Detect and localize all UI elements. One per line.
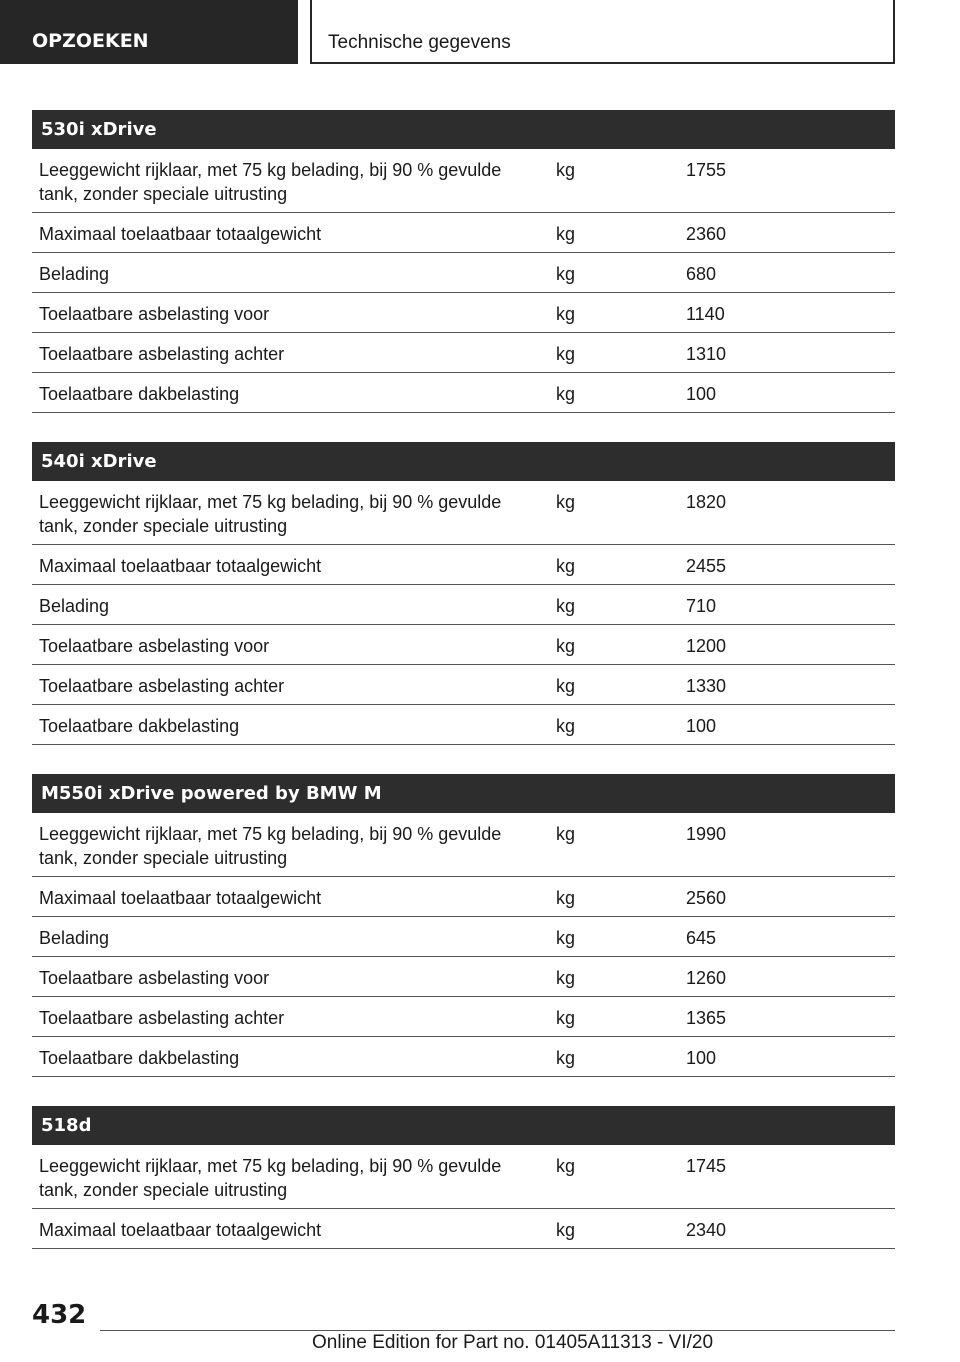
spec-table-m550i (32, 774, 895, 1077)
row-label: Leeggewicht rijklaar, met 75 kg belading, bij 90 % gevulde tank, zonder speciale uitrusting (39, 492, 502, 536)
table-row (32, 997, 895, 1037)
row-unit: kg (556, 1220, 576, 1240)
row-unit: kg (556, 492, 576, 512)
row-label: Leeggewicht rijklaar, met 75 kg belading, bij 90 % gevulde tank, zonder speciale uitrusting (39, 824, 502, 868)
table-row (32, 149, 895, 213)
row-unit: kg (556, 824, 576, 844)
row-unit: kg (556, 556, 576, 576)
spec-table-540i (32, 442, 895, 745)
row-unit: kg (556, 968, 576, 988)
row-label: Belading (39, 264, 110, 284)
row-value: 1330 (686, 676, 727, 696)
row-label: Toelaatbare dakbelasting (39, 716, 240, 736)
table-row (32, 665, 895, 705)
row-unit: kg (556, 160, 576, 180)
row-value: 1140 (686, 304, 725, 324)
row-label: Toelaatbare asbelasting achter (39, 344, 285, 364)
table-row (32, 813, 895, 877)
row-value: 1820 (686, 492, 727, 512)
table-row (32, 877, 895, 917)
row-unit: kg (556, 636, 576, 656)
table-row (32, 1209, 895, 1249)
row-label: Maximaal toelaatbaar totaalgewicht (39, 224, 322, 244)
row-value: 1260 (686, 968, 727, 988)
page-title: Technische gegevens (328, 32, 511, 53)
row-value: 1200 (686, 636, 727, 656)
row-value: 645 (686, 928, 717, 948)
table-row (32, 625, 895, 665)
table-row (32, 213, 895, 253)
table-row (32, 1145, 895, 1209)
row-label: Toelaatbare dakbelasting (39, 384, 240, 404)
spec-table-530i (32, 110, 895, 413)
table-row (32, 957, 895, 997)
table-title: 518d (32, 1106, 895, 1145)
row-value: 1755 (686, 160, 727, 180)
table-row (32, 293, 895, 333)
table-row (32, 585, 895, 625)
table-title: 540i xDrive (32, 442, 895, 481)
table-title: M550i xDrive powered by BMW M (32, 774, 895, 813)
table-row (32, 1037, 895, 1077)
footer-divider (100, 1330, 895, 1331)
row-unit: kg (556, 384, 576, 404)
table-title: 530i xDrive (32, 110, 895, 149)
row-label: Toelaatbare asbelasting achter (39, 1008, 285, 1028)
spec-table-518d (32, 1106, 895, 1249)
row-label: Leeggewicht rijklaar, met 75 kg belading, bij 90 % gevulde tank, zonder speciale uitrusting (39, 1156, 502, 1200)
row-unit: kg (556, 1156, 576, 1176)
row-unit: kg (556, 676, 576, 696)
row-label: Toelaatbare asbelasting voor (39, 636, 270, 656)
row-value: 2560 (686, 888, 727, 908)
row-unit: kg (556, 264, 576, 284)
row-unit: kg (556, 344, 576, 364)
table-row (32, 253, 895, 293)
row-value: 2340 (686, 1220, 727, 1240)
row-value: 710 (686, 596, 717, 616)
edition-footer: Online Edition for Part no. 01405A11313 - VI/20 (312, 1332, 714, 1353)
row-value: 2360 (686, 224, 727, 244)
row-value: 1745 (686, 1156, 727, 1176)
row-label: Maximaal toelaatbaar totaalgewicht (39, 1220, 322, 1240)
row-unit: kg (556, 1008, 576, 1028)
row-label: Belading (39, 928, 110, 948)
table-row (32, 373, 895, 413)
row-value: 100 (686, 716, 717, 736)
row-unit: kg (556, 928, 576, 948)
row-value: 100 (686, 384, 717, 404)
header-title-box (310, 0, 895, 64)
row-unit: kg (556, 304, 576, 324)
row-label: Toelaatbare asbelasting achter (39, 676, 285, 696)
table-row (32, 481, 895, 545)
row-value: 680 (686, 264, 717, 284)
page-number: 432 (32, 1300, 87, 1330)
table-row (32, 333, 895, 373)
row-value: 1365 (686, 1008, 727, 1028)
row-label: Maximaal toelaatbaar totaalgewicht (39, 888, 322, 908)
row-value: 1310 (686, 344, 727, 364)
row-label: Maximaal toelaatbaar totaalgewicht (39, 556, 322, 576)
row-label: Toelaatbare asbelasting voor (39, 304, 270, 324)
row-label: Toelaatbare asbelasting voor (39, 968, 270, 988)
table-row (32, 705, 895, 745)
row-unit: kg (556, 224, 576, 244)
table-row (32, 917, 895, 957)
section-tab: OPZOEKEN (0, 0, 298, 64)
row-label: Belading (39, 596, 110, 616)
table-row (32, 545, 895, 585)
row-unit: kg (556, 888, 576, 908)
row-value: 1990 (686, 824, 727, 844)
row-value: 100 (686, 1048, 717, 1068)
row-label: Leeggewicht rijklaar, met 75 kg belading, bij 90 % gevulde tank, zonder speciale uitrusting (39, 160, 502, 204)
row-unit: kg (556, 716, 576, 736)
row-unit: kg (556, 596, 576, 616)
row-label: Toelaatbare dakbelasting (39, 1048, 240, 1068)
row-value: 2455 (686, 556, 727, 576)
row-unit: kg (556, 1048, 576, 1068)
